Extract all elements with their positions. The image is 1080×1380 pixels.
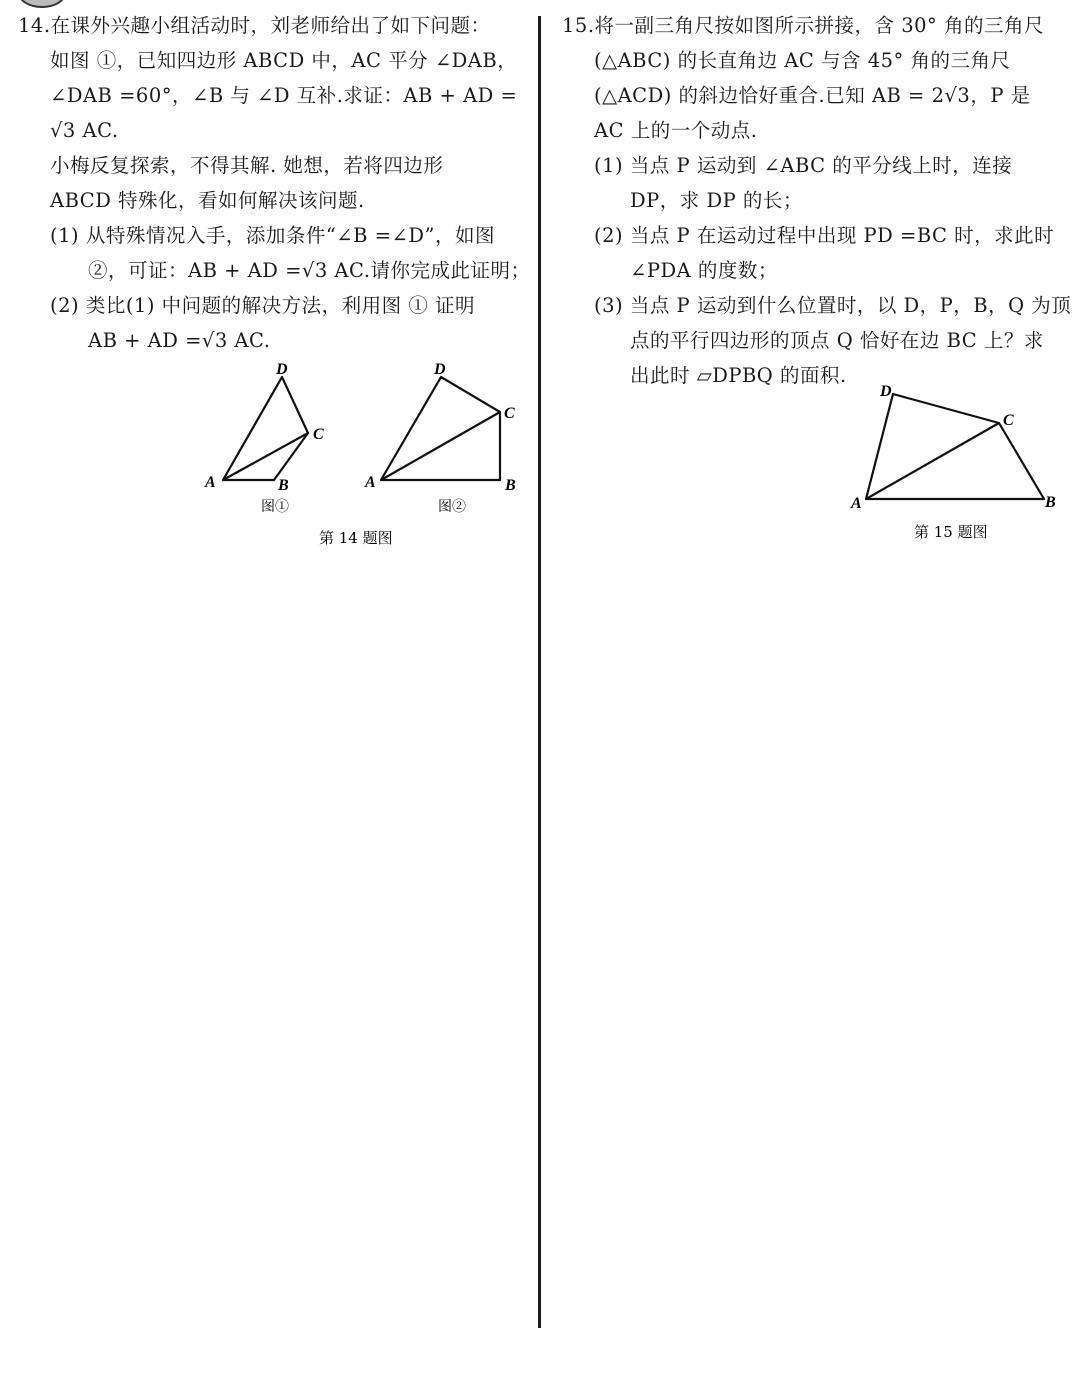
figure-15-caption: 第 15 题图: [914, 523, 988, 541]
problem-15-line: 出此时 ▱DPBQ 的面积.: [630, 364, 847, 387]
fig1-caption: 图①: [261, 499, 289, 515]
problem-15-line: 点的平行四边形的顶点 Q 恰好在边 BC 上？求: [630, 329, 1044, 352]
problem-15-subquestion-2: (2) 当点 P 在运动过程中出现 PD =BC 时，求此时: [594, 224, 1055, 247]
problem-14-line: ABCD 特殊化，看如何解决该问题.: [50, 189, 365, 212]
problem-15-line: ∠PDA 的度数；: [630, 259, 778, 282]
figure-14-1: [223, 377, 308, 480]
problem-15-subquestion-1: (1) 当点 P 运动到 ∠ABC 的平分线上时，连接: [594, 154, 1013, 177]
problem-14-line: 如图 ①，已知四边形 ABCD 中，AC 平分 ∠DAB，: [50, 49, 518, 72]
problem-15-line: (△ACD) 的斜边恰好重合.已知 AB = 2√3，P 是: [594, 84, 1031, 107]
figure-14-caption: 第 14 题图: [319, 529, 393, 547]
fig2-label-c: C: [504, 405, 515, 422]
problem-14-line: ∠DAB =60°，∠B 与 ∠D 互补.求证：AB + AD =: [50, 84, 518, 107]
fig1-label-b: B: [278, 477, 289, 494]
problem-15-line: AC 上的一个动点.: [594, 119, 758, 142]
problem-14-line: √3 AC.: [50, 119, 119, 142]
problem-15-line: 15.将一副三角尺按如图所示拼接，含 30° 角的三角尺: [562, 14, 1044, 37]
fig2-label-b: B: [505, 477, 516, 494]
fig15-label-d: D: [880, 383, 892, 400]
problem-15-line: DP，求 DP 的长；: [630, 189, 803, 212]
problem-14-line: AB + AD =√3 AC.: [88, 329, 271, 352]
problem-14-subquestion-2: (2) 类比(1) 中问题的解决方法，利用图 ① 证明: [50, 294, 476, 317]
problem-14-line: 14.在课外兴趣小组活动时，刘老师给出了如下问题：: [18, 14, 491, 37]
problem-14-line: ②，可证：AB + AD =√3 AC.请你完成此证明；: [88, 259, 531, 282]
fig15-label-b: B: [1045, 494, 1056, 511]
figure-15: [866, 394, 1044, 499]
fig1-label-a: A: [205, 474, 216, 491]
fig2-label-a: A: [365, 474, 376, 491]
problem-15-line: (△ABC) 的长直角边 AC 与含 45° 角的三角尺: [594, 49, 1011, 72]
fig2-caption: 图②: [438, 499, 466, 515]
fig1-label-d: D: [276, 361, 288, 378]
fig1-label-c: C: [313, 426, 324, 443]
fig2-label-d: D: [434, 361, 446, 378]
fig15-label-a: A: [851, 495, 862, 512]
problem-14-line: 小梅反复探索，不得其解. 她想，若将四边形: [50, 154, 444, 177]
problem-15-subquestion-3: (3) 当点 P 运动到什么位置时，以 D，P，B，Q 为顶: [594, 294, 1072, 317]
figure-14-2: [381, 377, 500, 480]
fig15-label-c: C: [1003, 412, 1014, 429]
problem-14-subquestion-1: (1) 从特殊情况入手，添加条件“∠B =∠D”，如图: [50, 224, 495, 247]
